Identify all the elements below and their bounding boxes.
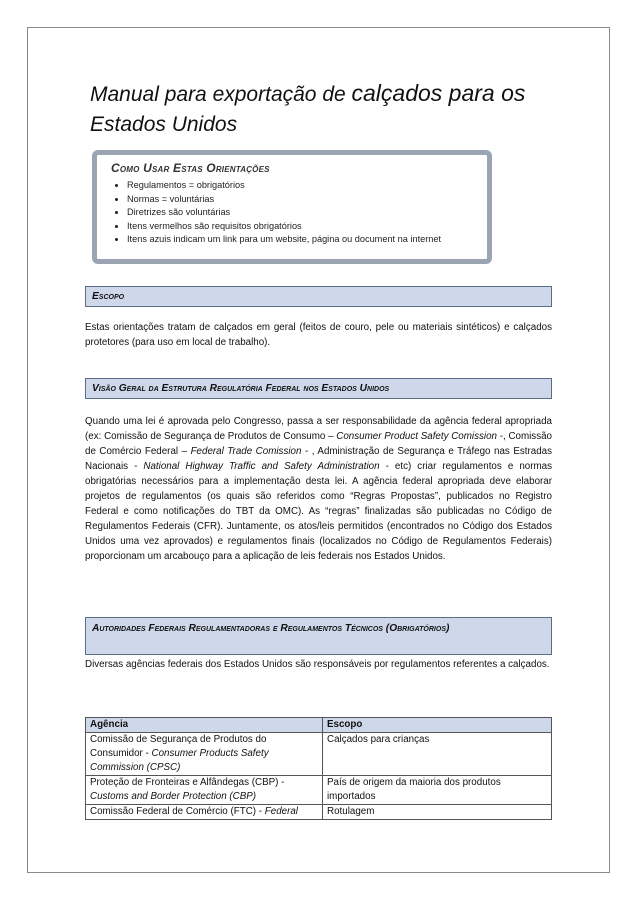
table-row bbox=[86, 805, 552, 820]
scope-paragraph: Estas orientações tratam de calçados em geral (feitos de couro, pele ou materiais sintéticos) e calçados protetores (para uso em local de trabalho). bbox=[85, 322, 552, 348]
callout-heading: Como Usar Estas Orientações bbox=[111, 161, 270, 175]
callout-item: • Diretrizes são voluntárias bbox=[127, 206, 441, 220]
callout-item: • Itens vermelhos são requisitos obrigatórios bbox=[127, 220, 441, 234]
how-to-use-callout bbox=[92, 150, 492, 264]
table-header-row bbox=[86, 718, 552, 733]
scope-cell: Rotulagem bbox=[323, 805, 552, 820]
section-heading-scope: Escopo bbox=[85, 286, 552, 307]
document-title: Manual para exportação de calçados para os Estados Unidos bbox=[90, 80, 526, 136]
overview-paragraph: Quando uma lei é aprovada pelo Congresso, passa a ser responsabilidade da agência federal apropriada (ex: Comissão de Segurança de Produtos de Consumo – Consumer Product Safety Comission -, Comissão de Comércio Federal – Federal Trade Comission - , Administração de Segurança e Tráfego nas Estradas Nacionais - National Highway Traffic and Safety Administration - etc) criar regulamentos e normas obrigatórias necessários para a implementação desta lei. A agência federal apropriada deve elaborar projetos de regulamentos (os quais são referidos como “Regras Propostas”, publicados no Registro Federal e como notificações do TBT da OMC). As “regras” finalizadas são publicadas no Código de Regulamentos Federais (CFR). Juntamente, os atos/leis permitidos (encontrados no Código dos Estados Unidos uma vez aprovados) e regulamentos finais (localizados no Código de Regulamentos Federais) proporcionam um arcabouço para a aplicação de leis federais nos Estados Unidos. bbox=[85, 416, 552, 562]
scope-cell: País de origem da maioria dos produtos importados bbox=[323, 776, 552, 805]
agency-cell: Proteção de Fronteiras e Alfândegas (CBP) - Customs and Border Protection (CBP) bbox=[86, 776, 323, 805]
column-header-scope: Escopo bbox=[323, 718, 552, 733]
callout-item: • Regulamentos = obrigatórios bbox=[127, 179, 441, 193]
section-heading-overview: Visão Geral da Estrutura Regulatória Federal nos Estados Unidos bbox=[85, 378, 552, 399]
column-header-agency: Agência bbox=[86, 718, 323, 733]
section-heading-authorities: Autoridades Federais Regulamentadoras e Regulamentos Técnicos (Obrigatórios) bbox=[85, 617, 552, 655]
callout-list bbox=[111, 179, 441, 247]
table-row bbox=[86, 776, 552, 805]
agencies-table bbox=[85, 717, 552, 820]
callout-item: • Normas = voluntárias bbox=[127, 193, 441, 207]
agency-cell: Comissão de Segurança de Produtos do Consumidor - Consumer Products Safety Commission (CPSC) bbox=[86, 733, 323, 776]
scope-cell: Calçados para crianças bbox=[323, 733, 552, 776]
agency-cell: Comissão Federal de Comércio (FTC) - Federal bbox=[86, 805, 323, 820]
authorities-paragraph: Diversas agências federais dos Estados Unidos são responsáveis por regulamentos referentes a calçados. bbox=[85, 659, 550, 670]
callout-item: • Itens azuis indicam um link para um website, página ou document na internet bbox=[127, 233, 441, 247]
table-row bbox=[86, 733, 552, 776]
